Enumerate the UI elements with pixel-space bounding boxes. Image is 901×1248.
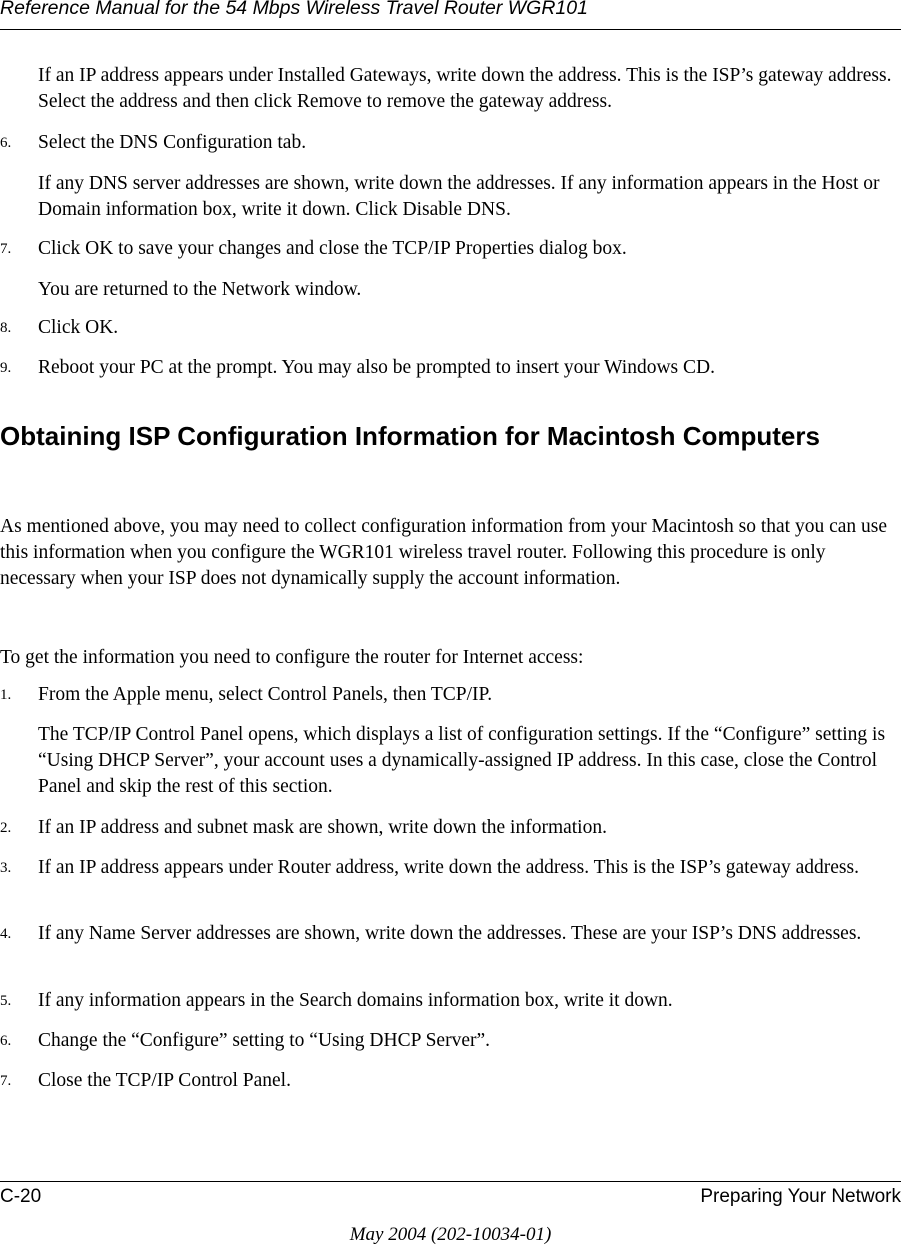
step-number: 3. <box>0 860 12 876</box>
step-number: 1. <box>0 687 12 703</box>
step-text: Reboot your PC at the prompt. You may also be prompted to insert your Windows CD. <box>38 357 715 378</box>
step-number: 6. <box>0 135 12 151</box>
step-text: If any Name Server addresses are shown, write down the addresses. These are your ISP’s DNS addresses. <box>38 923 862 944</box>
step-text: Click OK to save your changes and close the TCP/IP Properties dialog box. <box>38 238 627 259</box>
publication-date: May 2004 (202-10034-01) <box>349 1224 552 1245</box>
step-note: The TCP/IP Control Panel opens, which displays a list of configuration settings. If the “Configure” setting is “Using DHCP Server”, your account uses a dynamically-assigned IP address. In this case, close the Control Panel and skip the rest of this section. <box>38 724 886 797</box>
section-intro-paragraph: As mentioned above, you may need to collect configuration information from your Macintosh so that you can use this information when you configure the WGR101 wireless travel router. Following this procedure is only necessary when your ISP does not dynamically supply the account information. <box>0 516 888 589</box>
gateway-intro-paragraph: If an IP address appears under Installed Gateways, write down the address. This is the ISP’s gateway address. Select the address and then click Remove to remove the gateway address. <box>38 65 892 112</box>
chapter-title: Preparing Your Network <box>700 1186 901 1207</box>
step-number: 7. <box>0 241 12 257</box>
section-lead-paragraph: To get the information you need to configure the router for Internet access: <box>0 647 584 668</box>
step-note: If any DNS server addresses are shown, write down the addresses. If any information appears in the Host or Domain information box, write it down. Click Disable DNS. <box>38 173 880 220</box>
step-number: 9. <box>0 360 12 376</box>
step-number: 7. <box>0 1073 12 1089</box>
step-text: Click OK. <box>38 317 119 338</box>
step-number: 2. <box>0 820 12 836</box>
step-text: Select the DNS Configuration tab. <box>38 132 307 153</box>
step-text: Close the TCP/IP Control Panel. <box>38 1070 291 1091</box>
header-rule <box>0 29 901 30</box>
step-text: If an IP address appears under Router address, write down the address. This is the ISP’s gateway address. <box>38 857 859 878</box>
section-heading: Obtaining ISP Configuration Information for Macintosh Computers <box>0 421 820 451</box>
step-text: If an IP address and subnet mask are shown, write down the information. <box>38 817 607 838</box>
footer-rule <box>0 1181 901 1182</box>
step-number: 6. <box>0 1033 12 1049</box>
step-text: If any information appears in the Search domains information box, write it down. <box>38 990 673 1011</box>
step-note: You are returned to the Network window. <box>38 279 362 300</box>
running-header-title: Reference Manual for the 54 Mbps Wireless Travel Router WGR101 <box>0 0 588 19</box>
step-text: From the Apple menu, select Control Panels, then TCP/IP. <box>38 684 493 705</box>
step-text: Change the “Configure” setting to “Using DHCP Server”. <box>38 1030 491 1051</box>
step-number: 5. <box>0 993 12 1009</box>
step-number: 8. <box>0 320 12 336</box>
step-number: 4. <box>0 926 12 942</box>
page-number: C-20 <box>0 1186 42 1207</box>
